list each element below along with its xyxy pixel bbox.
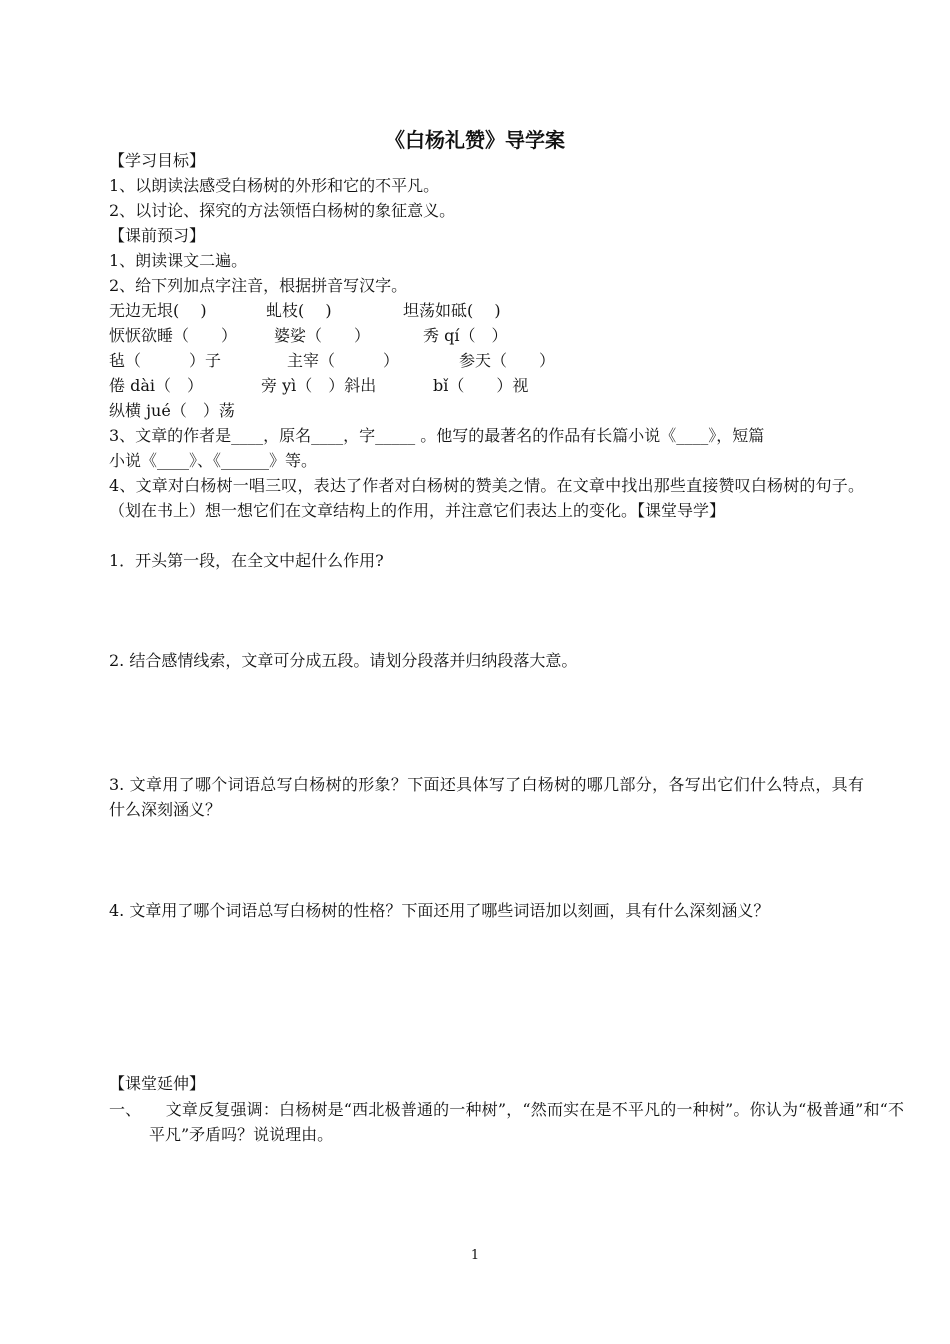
preview-item-2: 2、给下列加点字注音，根据拼音写汉字。 (109, 276, 408, 295)
preview-item-4: 4、文章对白杨树一唱三叹，表达了作者对白杨树的赞美之情。在文章中找出那些直接赞叹白杨树的句子。（划在书上）想一想它们在文章结构上的作用，并注意它们表达上的变化。【课堂导学】 (109, 476, 864, 520)
pinyin-cell: 旁 yì（ ）斜出 (261, 376, 377, 395)
preview-item-1: 1、朗读课文二遍。 (109, 251, 248, 270)
pinyin-cell: 恹恹欲睡（ ） (109, 326, 238, 345)
pinyin-cell: 无边无垠( ) (109, 301, 207, 320)
pinyin-cell: 纵横 jué（ ）荡 (109, 401, 235, 420)
page-number: 1 (470, 1248, 480, 1263)
section-heading-preview: 【课前预习】 (109, 226, 206, 245)
pinyin-cell: 参天（ ） (459, 351, 556, 370)
section-heading-extension: 【课堂延伸】 (109, 1074, 206, 1093)
goal-item-1: 1、以朗读法感受白杨树的外形和它的不平凡。 (109, 176, 440, 195)
pinyin-cell: 虬枝( ) (266, 301, 332, 320)
pinyin-cell: 坦荡如砥( ) (403, 301, 501, 320)
preview-item-3-line-1: 3、文章的作者是____，原名____，字_____ 。他写的最著名的作品有长篇小说《____》，短篇 (109, 426, 765, 445)
extension-item-1: 一、 文章反复强调：白杨树是“西北极普通的一种树”，“然而实在是不平凡的一种树”。你认为“极普通”和“不平凡”矛盾吗？说说理由。 (109, 1100, 904, 1144)
pinyin-cell: 倦 dài（ ） (109, 376, 203, 395)
document-title: 《白杨礼赞》导学案 (385, 128, 565, 152)
pinyin-cell: 婆娑（ ） (274, 326, 371, 345)
preview-item-3-line-2: 小说《____》、《______》等。 (109, 451, 318, 470)
guide-question-3: 3. 文章用了哪个词语总写白杨树的形象？下面还具体写了白杨树的哪几部分，各写出它们什么特点，具有什么深刻涵义？ (109, 775, 864, 819)
goal-item-2: 2、以讨论、探究的方法领悟白杨树的象征意义。 (109, 201, 456, 220)
guide-question-4: 4. 文章用了哪个词语总写白杨树的性格？下面还用了哪些词语加以刻画，具有什么深刻涵义？ (109, 901, 770, 920)
pinyin-cell: 毡（ ）子 (109, 351, 222, 370)
guide-question-2: 2. 结合感情线索，文章可分成五段。请划分段落并归纳段落大意。 (109, 651, 578, 670)
pinyin-cell: 秀 qí（ ） (423, 326, 508, 345)
guide-question-1: 1．开头第一段，在全文中起什么作用? (109, 551, 384, 570)
pinyin-cell: bǐ（ ）视 (433, 376, 529, 395)
pinyin-cell: 主宰（ ） (287, 351, 400, 370)
section-heading-goals: 【学习目标】 (109, 151, 206, 170)
